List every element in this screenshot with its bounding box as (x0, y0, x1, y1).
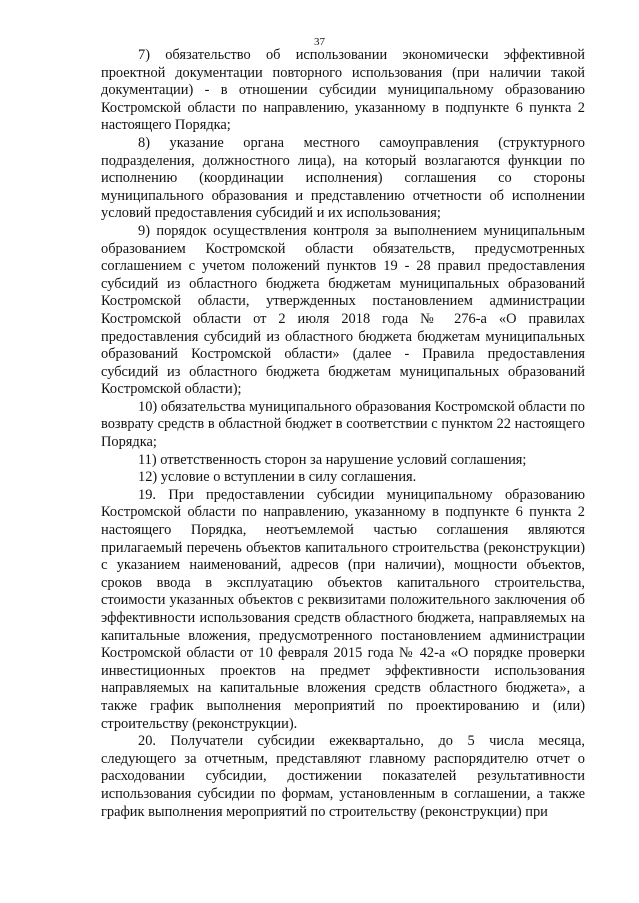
paragraph-item-9: 9) порядок осуществления контроля за выполнением муниципальным образованием Костромской области обязательств, предусмотренных соглашением с учетом положений пунктов 19 - 28 правил предоставления субсидий из областного бюджета бюджетам муниципальных образований Костромской области, утвержденных постановлением администрации Костромской области от 2 июля 2018 года № 276-а «О правилах предоставления субсидий из областного бюджета бюджетам муниципальных образований Костромской области» (далее - Правила предоставления субсидий из областного бюджета бюджетам муниципальных образований Костромской области); (101, 222, 585, 398)
paragraph-item-12: 12) условие о вступлении в силу соглашения. (138, 469, 417, 486)
paragraph-item-10: 10) обязательства муниципального образования Костромской области по возврату средств в областной бюджет в соответствии с пунктом 22 настоящего Порядка; (101, 398, 585, 451)
document-body (101, 47, 585, 821)
paragraph-item-8: 8) указание органа местного самоуправления (структурного подразделения, должностного лица), на который возлагаются функции по исполнению (координации исполнения) соглашения со стороны муниципального образования и представлению отчетности об исполнении условий предоставления субсидий и их использования; (101, 134, 585, 222)
paragraph-clause-20: 20. Получатели субсидии ежеквартально, до 5 числа месяца, следующего за отчетным, представляют главному распорядителю отчет о расходовании субсидии, достижении показателей результативности использования субсидии по формам, установленным в соглашении, а также график выполнения мероприятий по строительству (реконструкции) при (101, 733, 585, 820)
paragraph-item-11: 11) ответственность сторон за нарушение условий соглашения; (138, 451, 527, 468)
page-number: 37 (314, 36, 325, 48)
paragraph-item-7: 7) обязательство об использовании экономически эффективной проектной документации повторного использования (при наличии такой документации) - в отношении субсидии муниципальному образованию Костромской области по направлению, указанному в подпункте 6 пункта 2 настоящего Порядка; (101, 47, 585, 134)
paragraph-clause-19: 19. При предоставлении субсидии муниципальному образованию Костромской области по направлению, указанному в подпункте 6 пункта 2 настоящего Порядка, неотъемлемой частью соглашения являются прилагаемый перечень объектов капитального строительства (реконструкции) с указанием наименований, адресов (при наличии), мощности объектов, сроков ввода в эксплуатацию объектов капитального строительства, стоимости указанных объектов с реквизитами положительного заключения об эффективности использования средств областного бюджета, направляемых на капитальные вложения, предусмотренного постановлением администрации Костромской области от 10 февраля 2015 года № 42-а «О порядке проверки инвестиционных проектов на предмет эффективности использования направляемых на капитальные вложения средств областного бюджета», а также график выполнения мероприятий по проектированию и (или) строительству (реконструкции). (101, 486, 585, 732)
